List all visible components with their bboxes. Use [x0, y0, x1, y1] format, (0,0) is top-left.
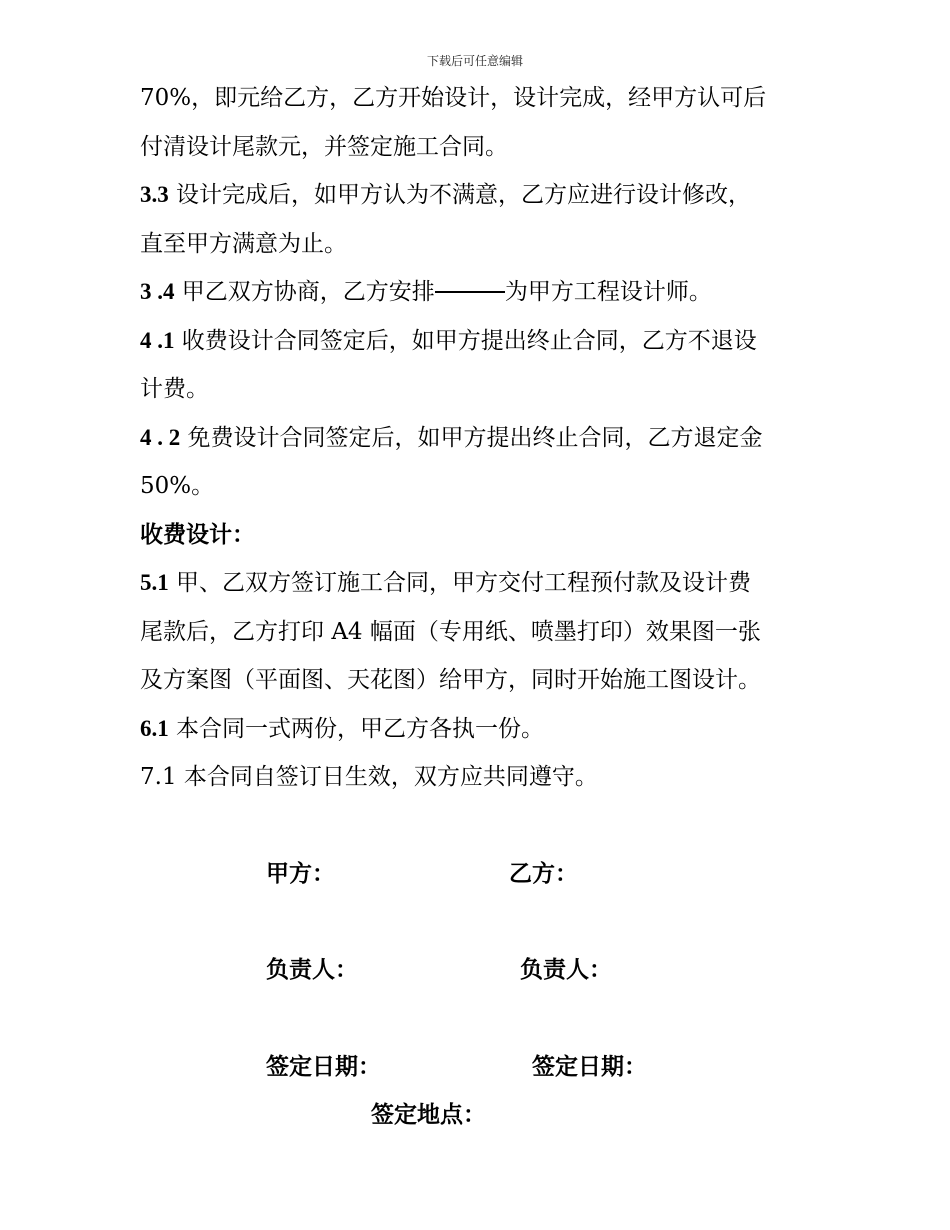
text-span: 甲、乙双方签订施工合同，甲方交付工程预付款及设计费: [168, 570, 752, 596]
clause-number: 4 . 2: [140, 424, 181, 450]
responsible-b-label: 负责人：: [520, 956, 612, 983]
text-span: 幅面（专用纸、喷墨打印）效果图一张: [362, 618, 761, 645]
text-span: 7.1 本合同自签订日生效，双方应共同遵守。: [140, 764, 598, 790]
party-b-label: 乙方：: [509, 860, 578, 887]
clause-4-2: [140, 414, 820, 463]
clause-6-1: [140, 705, 820, 754]
paragraph-line: [140, 74, 820, 123]
fill-in-blank: [435, 290, 505, 293]
text-span: 及方案图（平面图、天花图）给甲方，同时开始施工图设计。: [140, 667, 761, 693]
clause-number: 6.1: [140, 715, 169, 741]
paragraph-line: [140, 220, 820, 269]
responsible-a-label: 负责人：: [266, 956, 358, 983]
clause-number: 5.1: [140, 570, 169, 595]
date-a-label: 签定日期：: [266, 1053, 381, 1080]
text-span: 付清设计尾款元，并签定施工合同。: [140, 133, 508, 160]
clause-number: 3 .4: [140, 279, 175, 304]
text-span: 本合同一式两份，甲乙方各执一份。: [168, 715, 545, 742]
text-span: 尾款后，乙方打印: [140, 618, 332, 645]
clause-4-1: [140, 317, 820, 366]
paragraph-line: [140, 608, 820, 657]
text-span: 50%。: [140, 473, 215, 499]
clause-7-1: [140, 753, 820, 802]
paragraph-line: [140, 365, 820, 414]
page-header: 下载后可任意编辑: [426, 54, 523, 68]
section-heading: 收费设计：: [140, 520, 255, 548]
party-a-label: 甲方：: [266, 860, 335, 887]
date-b-label: 签定日期：: [532, 1053, 647, 1080]
contract-body: [140, 74, 820, 802]
clause-3-4: [140, 268, 820, 317]
text-span: 70%，即元给乙方，乙方开始设计，设计完成，经甲方认可后: [140, 85, 767, 111]
text-span: 收费设计合同签定后，如甲方提出终止合同，乙方不退设: [174, 327, 757, 354]
text-span: A4: [331, 618, 363, 645]
clause-3-3: [140, 171, 820, 220]
text-span: 设计完成后，如甲方认为不满意，乙方应进行设计修改，: [168, 182, 752, 208]
text-span: 免费设计合同签定后，如甲方提出终止合同，乙方退定金: [180, 424, 763, 451]
place-label: 签定地点：: [371, 1101, 486, 1128]
paragraph-line: [140, 123, 820, 172]
text-span: 计费。: [140, 376, 209, 402]
text-span: 甲乙双方协商，乙方安排: [174, 279, 435, 305]
clause-5-1: [140, 559, 820, 608]
paragraph-line: [140, 656, 820, 705]
clause-number: 3.3: [140, 182, 169, 207]
text-span: 直至甲方满意为止。: [140, 230, 347, 257]
paragraph-line: [140, 462, 820, 511]
text-span: 为甲方工程设计师。: [504, 279, 712, 305]
clause-number: 4 .1: [140, 327, 175, 353]
